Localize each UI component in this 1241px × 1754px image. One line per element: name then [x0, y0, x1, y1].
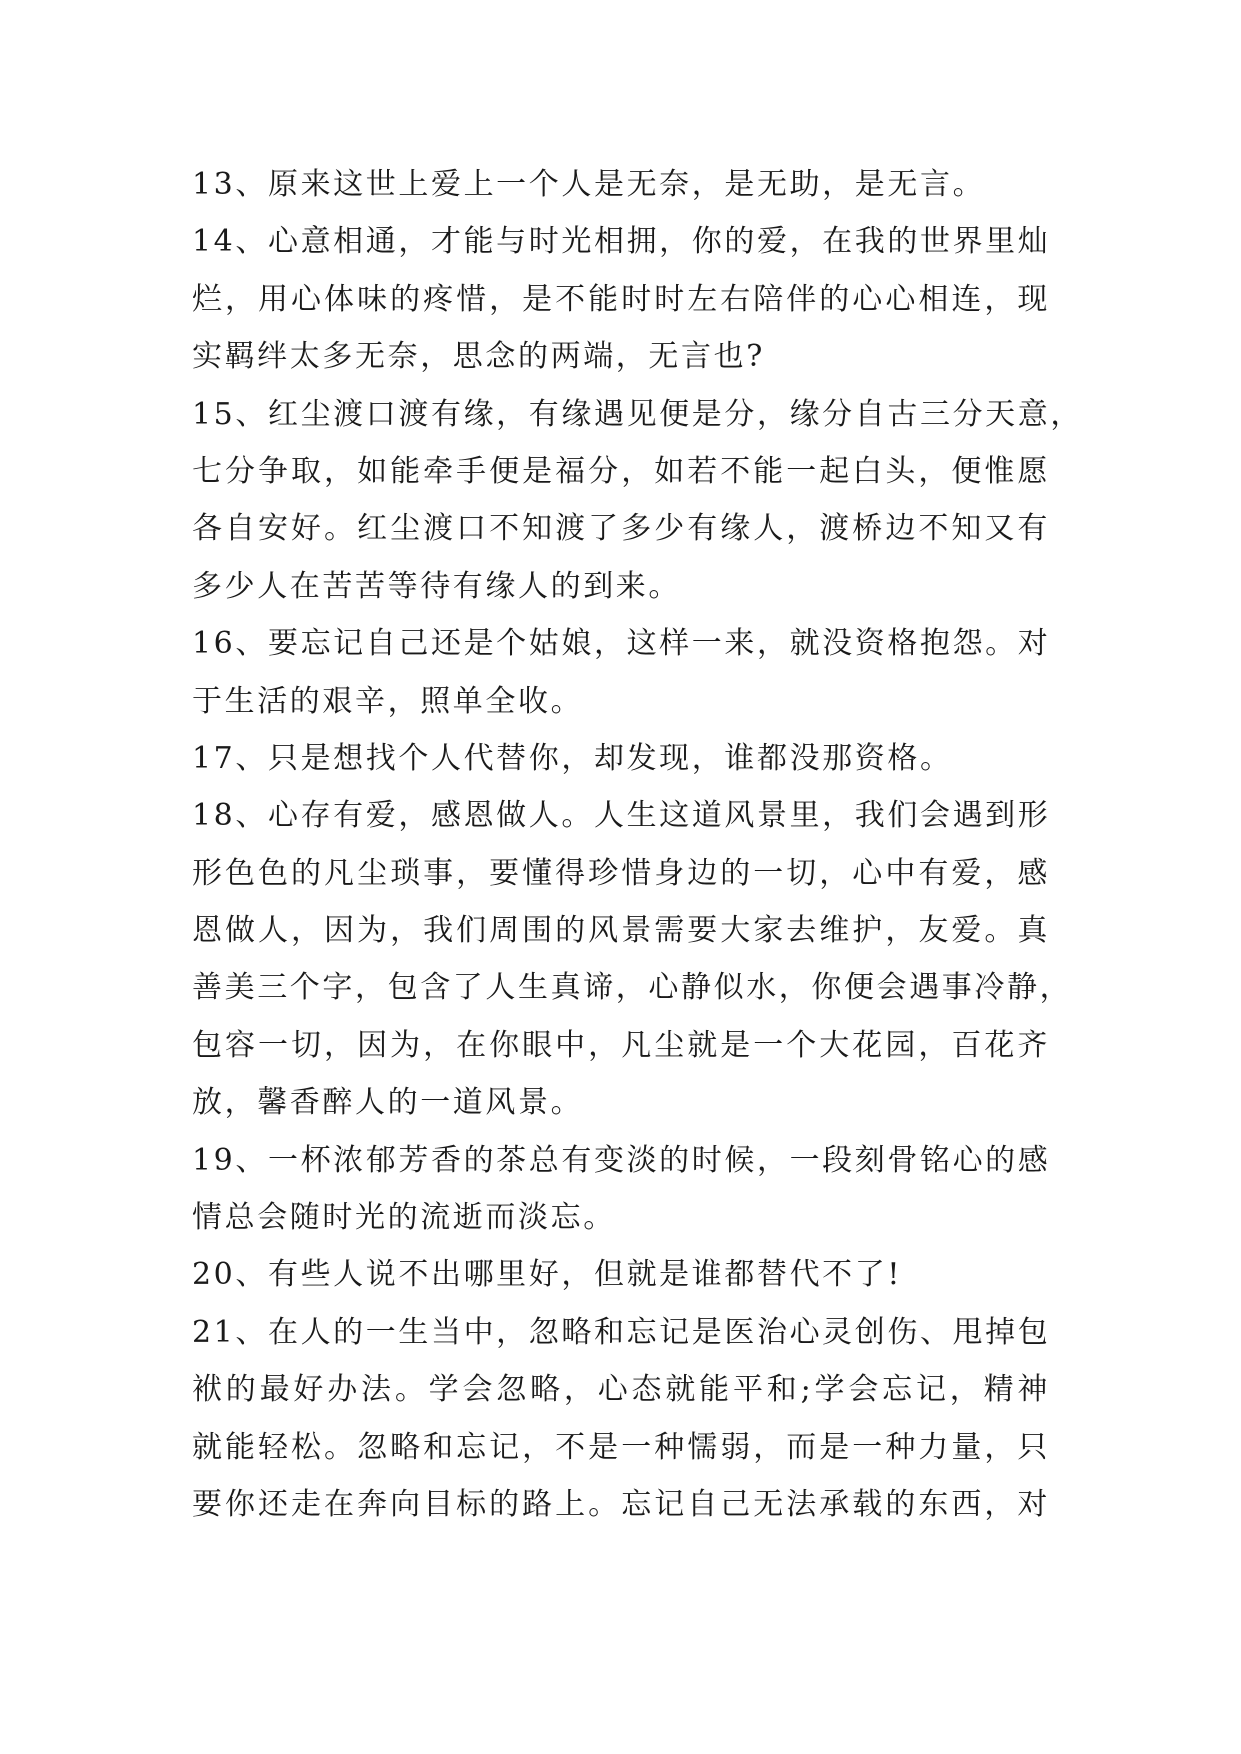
document-body — [192, 156, 1083, 1533]
text-line: 七分争取，如能牵手便是福分，如若不能一起白头，便惟愿 — [192, 453, 1050, 489]
text-line: 17、只是想找个人代替你，却发现，谁都没那资格。 — [192, 740, 953, 776]
text-line: 15、红尘渡口渡有缘，有缘遇见便是分，缘分自古三分天意， — [192, 396, 1083, 432]
text-line: 形色色的凡尘琐事，要懂得珍惜身边的一切，心中有爱，感 — [192, 855, 1050, 891]
text-line: 16、要忘记自己还是个姑娘，这样一来，就没资格抱怨。对 — [192, 626, 1051, 662]
text-line: 13、原来这世上爱上一个人是无奈，是无助，是无言。 — [192, 167, 986, 202]
text-line: 放，馨香醉人的一道风景。 — [192, 1085, 584, 1121]
text-line: 18、心存有爱，感恩做人。人生这道风景里，我们会遇到形 — [192, 798, 1051, 834]
text-line: 14、心意相通，才能与时光相拥，你的爱，在我的世界里灿 — [192, 224, 1051, 260]
text-line: 袱的最好办法。学会忽略，心态就能平和;学会忘记，精神 — [192, 1372, 1050, 1408]
text-line: 20、有些人说不出哪里好，但就是谁都替代不了! — [192, 1257, 903, 1293]
text-line: 就能轻松。忽略和忘记，不是一种懦弱，而是一种力量，只 — [192, 1429, 1050, 1465]
text-line: 21、在人的一生当中，忽略和忘记是医治心灵创伤、甩掉包 — [192, 1314, 1051, 1350]
text-line: 要你还走在奔向目标的路上。忘记自己无法承载的东西，对 — [192, 1486, 1050, 1522]
text-line: 于生活的艰辛，照单全收。 — [192, 683, 584, 719]
text-line: 19、一杯浓郁芳香的茶总有变淡的时候，一段刻骨铭心的感 — [192, 1142, 1051, 1178]
text-line: 多少人在苦苦等待有缘人的到来。 — [192, 568, 681, 604]
text-line: 实羁绊太多无奈，思念的两端，无言也? — [192, 339, 765, 375]
text-line: 恩做人，因为，我们周围的风景需要大家去维护，友爱。真 — [192, 913, 1050, 949]
text-line: 烂，用心体味的疼惜，是不能时时左右陪伴的心心相连，现 — [192, 281, 1050, 317]
text-line: 各自安好。红尘渡口不知渡了多少有缘人，渡桥边不知又有 — [192, 511, 1050, 547]
text-line: 善美三个字，包含了人生真谛，心静似水，你便会遇事冷静， — [192, 970, 1073, 1006]
text-line: 包容一切，因为，在你眼中，凡尘就是一个大花园，百花齐 — [192, 1027, 1050, 1063]
text-line: 情总会随时光的流逝而淡忘。 — [192, 1200, 616, 1236]
